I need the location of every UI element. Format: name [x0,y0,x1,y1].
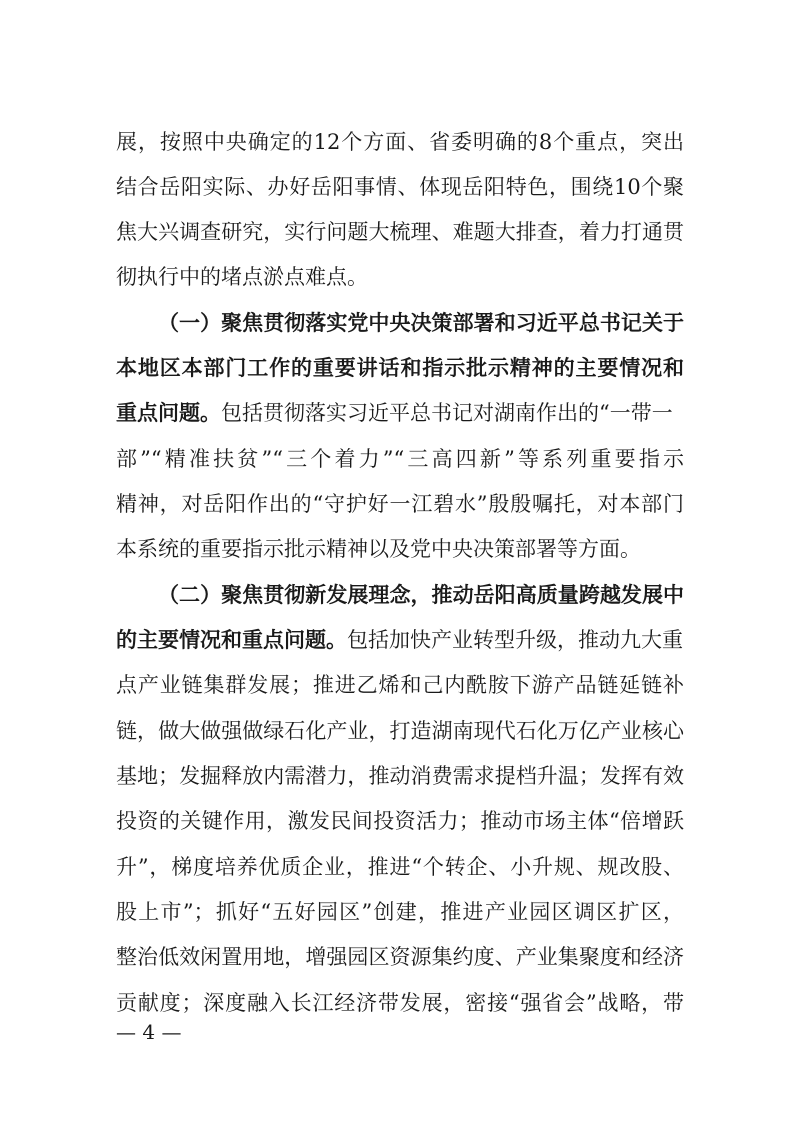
text-line: 部”“精准扶贫”“三个着力”“三高四新”等系列重要指示 [116,447,684,471]
text-line-mixed [116,618,684,662]
text-line: 点产业链集群发展；推进乙烯和己内酰胺下游产品链延链补 [116,673,684,697]
text-line: 彻执行中的堵点淤点难点。 [116,265,368,289]
text-line: 股上市”；抓好“五好园区”创建，推进产业园区调区扩区， [116,900,684,924]
section-heading-2: （二）聚焦贯彻新发展理念，推动岳阳高质量跨越发展中 [158,582,684,607]
text-line: 精神，对岳阳作出的“守护好一江碧水”殷殷嘱托，对本部门 [116,492,684,516]
text-line: 基地；发掘释放内需潜力，推动消费需求提档升温；发挥有效 [116,764,684,788]
section-heading-1-cont: 本地区本部门工作的重要讲话和指示批示精神的主要情况和 [116,355,684,380]
text-line-mixed [116,391,684,435]
text-line: 贡献度；深度融入长江经济带发展，密接“强省会”战略，带 [116,991,684,1015]
text-line: 整治低效闲置用地，增强园区资源集约度、产业集聚度和经济 [116,945,684,969]
text-line: 结合岳阳实际、办好岳阳事情、体现岳阳特色，围绕10个聚 [116,175,684,199]
text-line: 焦大兴调查研究，实行问题大梳理、难题大排查，着力打通贯 [116,220,684,244]
text-line: 展，按照中央确定的12个方面、省委明确的8个重点，突出 [116,130,684,154]
text-span: 包括加快产业转型升级，推动九大重 [347,628,683,652]
text-span: 包括贯彻落实习近平总书记对湖南作出的“一带一 [221,401,673,425]
section-heading-1: （一）聚焦贯彻落实党中央决策部署和习近平总书记关于 [158,310,684,335]
text-line: 本系统的重要指示批示精神以及党中央决策部署等方面。 [116,537,641,561]
section-heading-2-end: 的主要情况和重点问题。 [116,627,347,652]
section-heading-1-end: 重点问题。 [116,400,221,425]
page-number: — 4 — [116,1020,182,1044]
text-line: 升”，梯度培养优质企业，推进“个转企、小升规、规改股、 [116,855,684,879]
text-line: 投资的关键作用，激发民间投资活力；推动市场主体“倍增跃 [116,809,684,833]
text-line: 链，做大做强做绿石化产业，打造湖南现代石化万亿产业核心 [116,719,684,743]
